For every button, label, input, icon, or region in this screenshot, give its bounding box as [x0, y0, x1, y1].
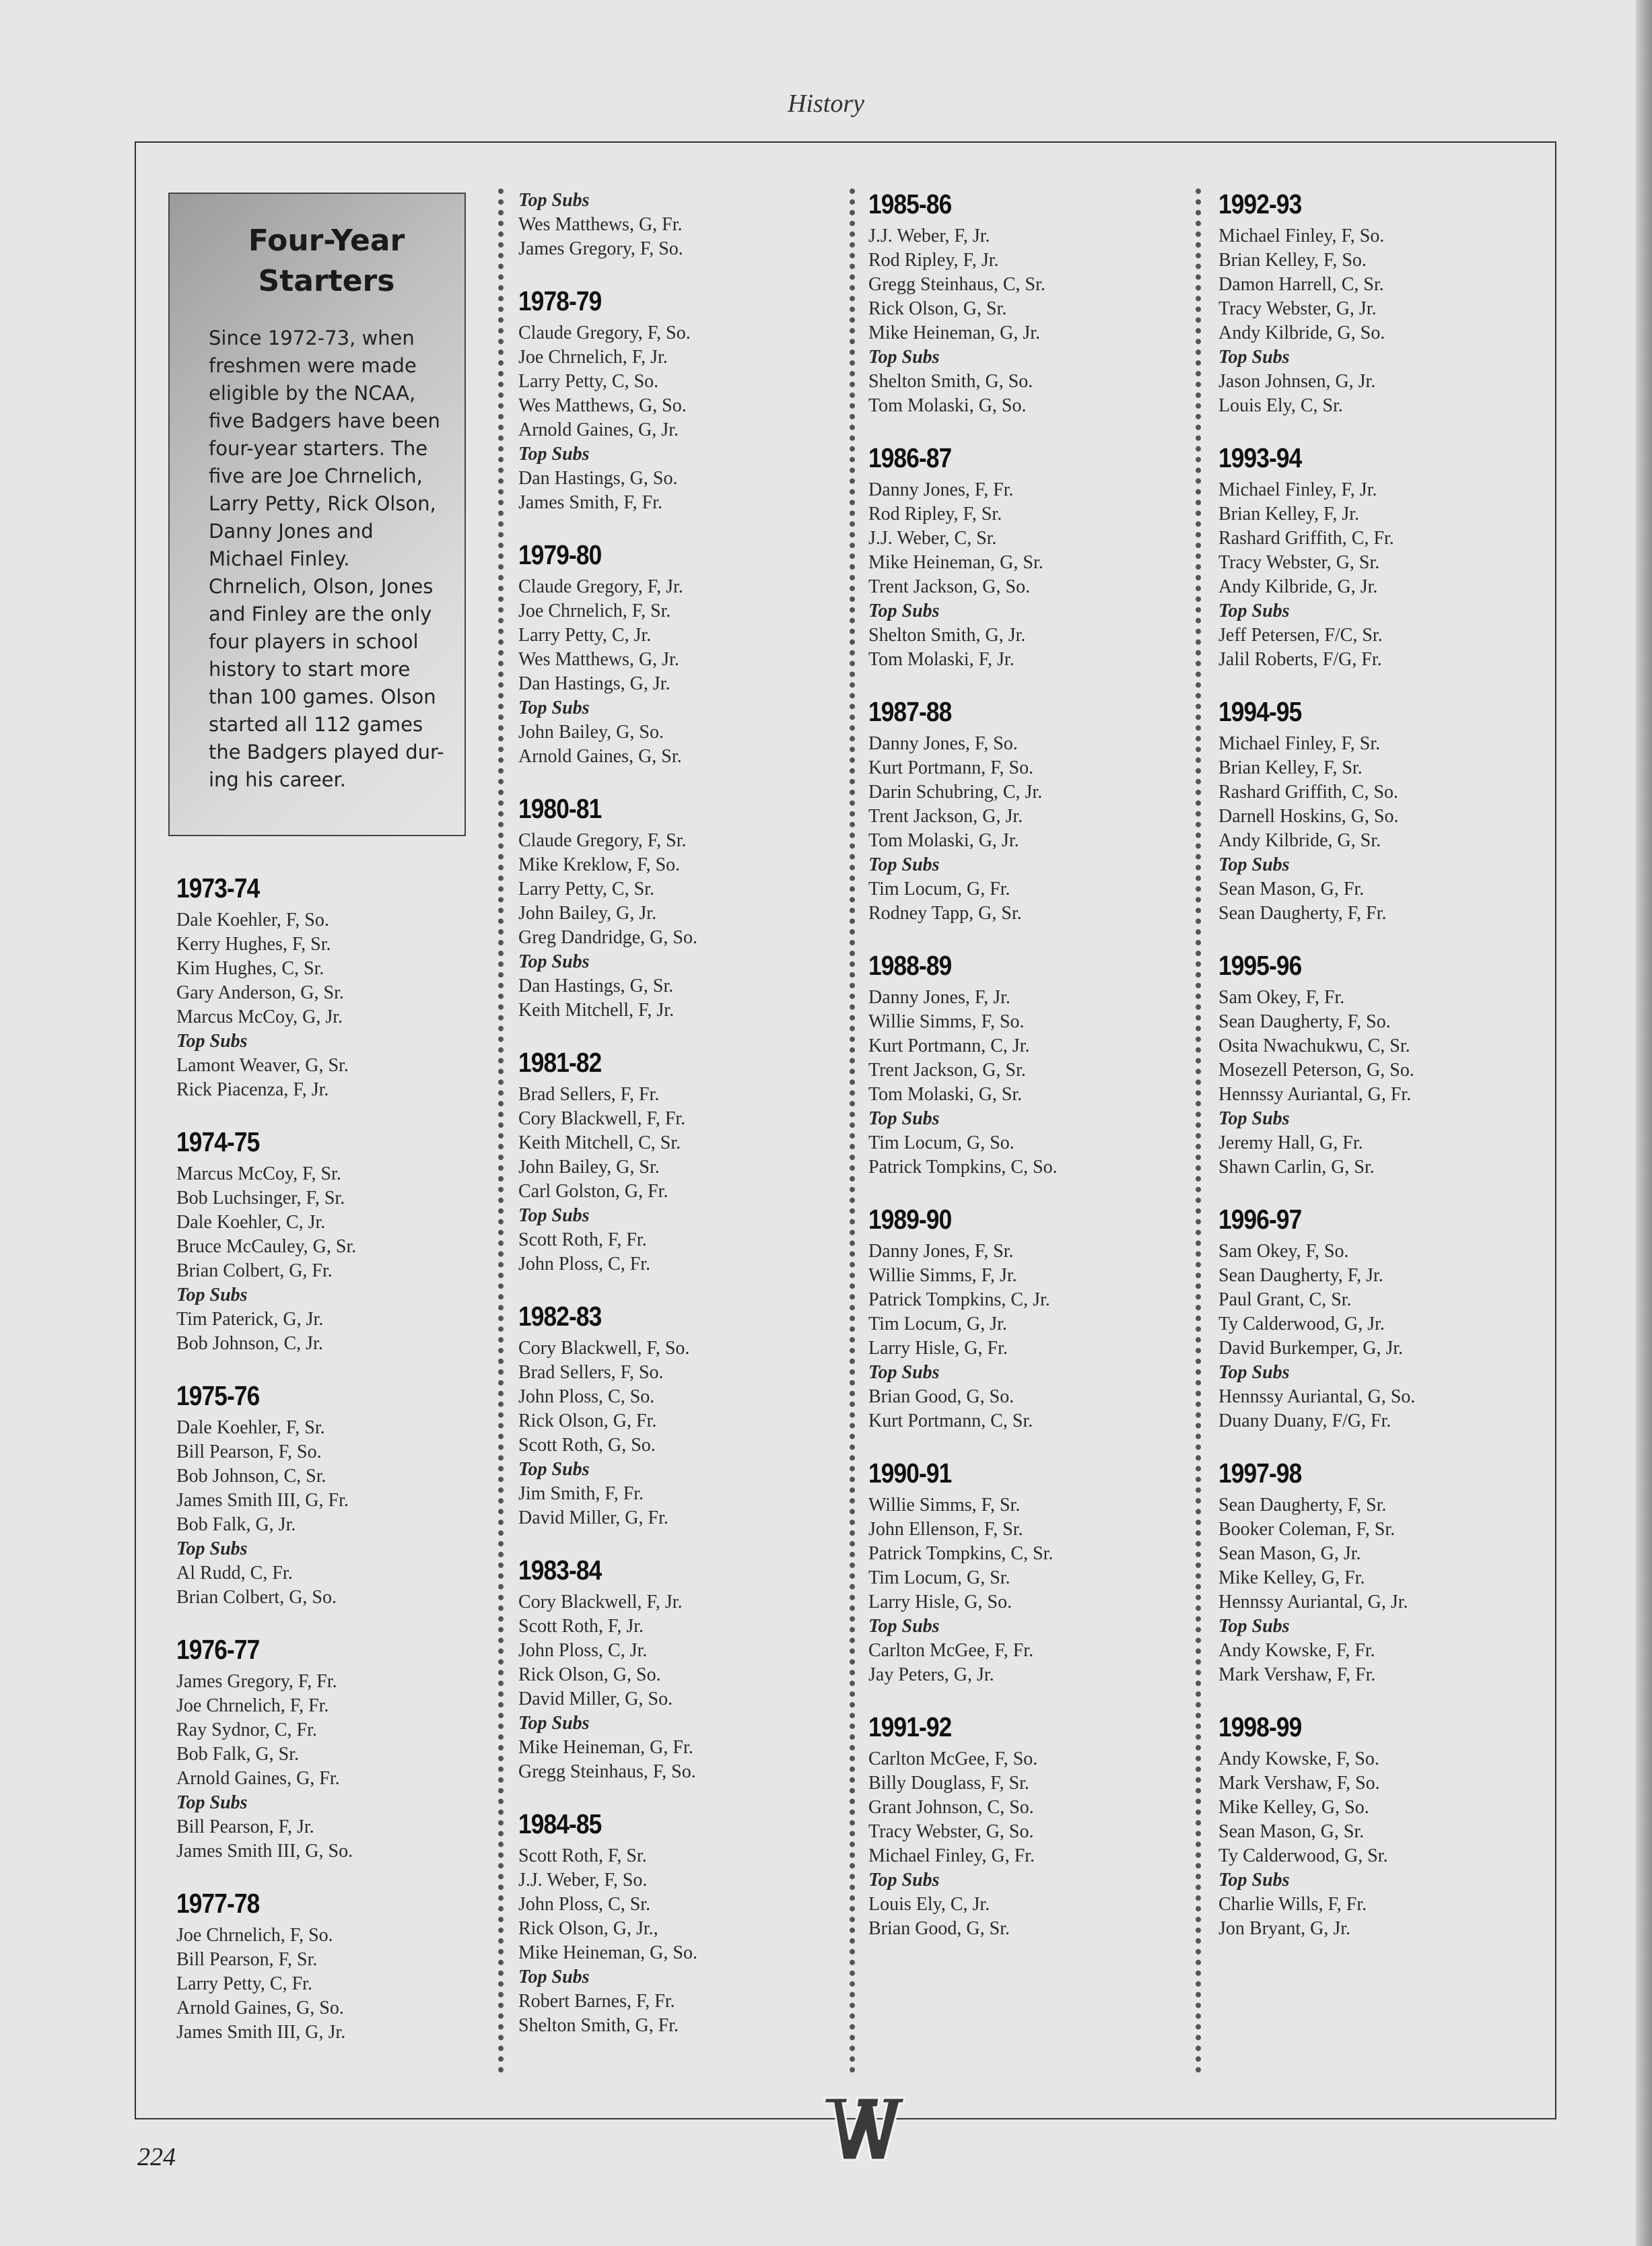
season-year: 1978-79 [518, 285, 602, 316]
starter-entry: Wes Matthews, G, So. [518, 395, 687, 416]
dotted-divider [1196, 189, 1201, 2074]
starter-entry: Joe Chrnelich, F, So. [176, 1925, 333, 1946]
starter-entry: Bob Luchsinger, F, Sr. [176, 1188, 345, 1209]
season-block [868, 189, 1205, 418]
starter-entry: Rod Ripley, F, Jr. [868, 250, 999, 271]
season-block [868, 1458, 1205, 1687]
starter-entry: Andy Kilbride, G, So. [1218, 322, 1385, 343]
top-sub-entry: Andy Kowske, F, Fr. [1218, 1640, 1375, 1661]
top-subs-label: Top Subs [1218, 347, 1290, 368]
starter-entry: Rick Olson, G, Sr. [868, 298, 1007, 319]
top-subs-label: Top Subs [868, 1108, 940, 1129]
starter-entry: Danny Jones, F, Sr. [868, 1241, 1014, 1262]
starter-entry: Arnold Gaines, G, Fr. [176, 1768, 340, 1789]
top-subs-label: Top Subs [868, 601, 940, 621]
season-year: 1992-93 [1218, 189, 1302, 219]
starter-entry: Rashard Griffith, C, So. [1218, 782, 1399, 803]
starter-entry: Willie Simms, F, Jr. [868, 1265, 1017, 1286]
starter-entry: Cory Blackwell, F, Jr. [518, 1592, 683, 1612]
starter-entry: Tim Locum, G, Sr. [868, 1567, 1010, 1588]
column-1 [176, 873, 513, 2069]
starter-entry: Darnell Hoskins, G, So. [1218, 806, 1399, 827]
dotted-divider [850, 189, 855, 2074]
starter-entry: Carl Golston, G, Fr. [518, 1181, 668, 1202]
starter-entry: Mark Vershaw, F, So. [1218, 1773, 1380, 1794]
starter-entry: Bill Pearson, F, So. [176, 1441, 322, 1462]
top-sub-entry: Lamont Weaver, G, Sr. [176, 1055, 349, 1076]
starter-entry: Danny Jones, F, So. [868, 733, 1018, 754]
dotted-divider [498, 189, 504, 2074]
starter-entry: Tracy Webster, G, So. [868, 1821, 1034, 1842]
sidebar-title: Four-Year Starters [248, 224, 405, 298]
column-4 [1218, 189, 1555, 1965]
season-year: 1997-98 [1218, 1458, 1302, 1489]
top-sub-entry: James Smith, F, Fr. [518, 492, 663, 513]
top-sub-entry: John Ploss, C, Fr. [518, 1254, 651, 1274]
top-sub-entry: Louis Ely, C, Jr. [868, 1894, 990, 1915]
column-2 [518, 189, 855, 2062]
season-year: 1973-74 [176, 873, 260, 904]
top-subs-label: Top Subs [868, 1870, 940, 1891]
starter-entry: Grant Johnson, C, So. [868, 1797, 1034, 1818]
season-block [868, 1204, 1205, 1433]
season-block [1218, 1204, 1555, 1433]
season-block [518, 1808, 855, 2038]
starter-entry: David Miller, G, So. [518, 1689, 673, 1709]
season-year: 1974-75 [176, 1126, 260, 1157]
season-block [176, 873, 513, 1102]
starter-entry: Scott Roth, G, So. [518, 1435, 656, 1456]
starter-entry: Trent Jackson, G, So. [868, 576, 1031, 597]
page-number: 224 [137, 2143, 176, 2171]
season-year: 1986-87 [868, 442, 952, 473]
starter-entry: Paul Grant, C, Sr. [1218, 1289, 1352, 1310]
starter-entry: Ray Sydnor, C, Fr. [176, 1720, 317, 1740]
starter-entry: Sean Mason, G, Jr. [1218, 1543, 1361, 1564]
starter-entry: Joe Chrnelich, F, Sr. [518, 601, 671, 621]
top-sub-entry: Louis Ely, C, Sr. [1218, 395, 1343, 416]
top-subs-label: Top Subs [518, 1967, 590, 1987]
starter-entry: Greg Dandridge, G, So. [518, 927, 697, 948]
season-block [176, 1380, 513, 1610]
starter-entry: John Ploss, C, So. [518, 1386, 655, 1407]
starter-entry: Brian Kelley, F, Sr. [1218, 757, 1363, 778]
season-block [868, 442, 1205, 672]
top-subs-label: Top Subs [518, 444, 590, 465]
season-year: 1977-78 [176, 1888, 260, 1919]
top-sub-entry: John Bailey, G, So. [518, 722, 664, 743]
starter-entry: Claude Gregory, F, Jr. [518, 576, 683, 597]
top-sub-entry: Bob Johnson, C, Jr. [176, 1333, 323, 1354]
season-block [518, 1301, 855, 1530]
starter-entry: Brad Sellers, F, So. [518, 1362, 664, 1383]
top-subs-label: Top Subs [518, 697, 590, 718]
starter-entry: Patrick Tompkins, C, Jr. [868, 1289, 1050, 1310]
top-subs-label: Top Subs [518, 1205, 590, 1226]
season-year: 1998-99 [1218, 1711, 1302, 1742]
top-sub-entry: Carlton McGee, F, Fr. [868, 1640, 1034, 1661]
starter-entry: Rod Ripley, F, Sr. [868, 504, 1002, 524]
starter-entry: Andy Kowske, F, So. [1218, 1748, 1379, 1769]
season-year: 1979-80 [518, 539, 602, 570]
top-subs-label: Top Subs [1218, 1870, 1290, 1891]
starter-entry: Larry Hisle, G, So. [868, 1592, 1012, 1612]
top-subs-label: Top Subs [176, 1031, 248, 1052]
starter-entry: Bob Falk, G, Jr. [176, 1514, 296, 1535]
starter-entry: Mike Heineman, G, Jr. [868, 322, 1041, 343]
starter-entry: J.J. Weber, F, Jr. [868, 226, 990, 246]
starter-entry: Larry Petty, C, Jr. [518, 625, 652, 646]
starter-entry: Trent Jackson, G, Sr. [868, 1060, 1026, 1081]
running-head: History [788, 90, 864, 118]
top-sub-entry: Al Rudd, C, Fr. [176, 1563, 293, 1584]
starter-entry: Gary Anderson, G, Sr. [176, 982, 344, 1003]
starter-entry: Andy Kilbride, G, Jr. [1218, 576, 1378, 597]
top-sub-entry: Wes Matthews, G, Fr. [518, 214, 683, 235]
starter-entry: Mike Kelley, G, Fr. [1218, 1567, 1365, 1588]
starter-entry: Brian Colbert, G, Fr. [176, 1260, 333, 1281]
season-year: 1994-95 [1218, 696, 1302, 727]
starter-entry: Kurt Portmann, C, Jr. [868, 1035, 1030, 1056]
starter-entry: Willie Simms, F, So. [868, 1011, 1025, 1032]
top-subs-label: Top Subs [1218, 1616, 1290, 1637]
season-block [1218, 189, 1555, 418]
season-year: 1982-83 [518, 1301, 602, 1332]
starter-entry: Trent Jackson, G, Jr. [868, 806, 1023, 827]
starter-entry: Carlton McGee, F, So. [868, 1748, 1038, 1769]
season-year: 1988-89 [868, 950, 952, 981]
season-year: 1987-88 [868, 696, 952, 727]
starter-entry: Tracy Webster, G, Jr. [1218, 298, 1377, 319]
starter-entry: Cory Blackwell, F, So. [518, 1338, 690, 1359]
starter-entry: Dan Hastings, G, Jr. [518, 673, 670, 694]
top-sub-entry: James Smith III, G, So. [176, 1841, 353, 1862]
starter-entry: Michael Finley, F, Sr. [1218, 733, 1381, 754]
starter-entry: Brad Sellers, F, Fr. [518, 1084, 660, 1105]
top-subs-label: Top Subs [1218, 1108, 1290, 1129]
starter-entry: Bruce McCauley, G, Sr. [176, 1236, 357, 1257]
top-subs-label: Top Subs [868, 347, 940, 368]
top-subs-label: Top Subs [518, 1459, 590, 1480]
starter-entry: Andy Kilbride, G, Sr. [1218, 830, 1381, 851]
top-sub-entry: Jason Johnsen, G, Jr. [1218, 371, 1376, 392]
top-sub-entry: Tim Locum, G, Fr. [868, 879, 1010, 899]
starter-entry: Marcus McCoy, F, Sr. [176, 1163, 341, 1184]
top-sub-entry: Robert Barnes, F, Fr. [518, 1991, 675, 2012]
starter-entry: James Gregory, F, Fr. [176, 1671, 337, 1692]
season-block [868, 696, 1205, 926]
starter-entry: Brian Kelley, F, So. [1218, 250, 1367, 271]
season-year: 1993-94 [1218, 442, 1302, 473]
top-subs-label: Top Subs [1218, 854, 1290, 875]
top-sub-entry: Shawn Carlin, G, Sr. [1218, 1157, 1375, 1178]
starter-entry: Ty Calderwood, G, Jr. [1218, 1314, 1385, 1334]
season-block [518, 285, 855, 515]
starter-entry: Michael Finley, F, So. [1218, 226, 1385, 246]
top-sub-entry: Mark Vershaw, F, Fr. [1218, 1664, 1376, 1685]
starter-entry: Tom Molaski, G, Jr. [868, 830, 1019, 851]
top-sub-entry: Tom Molaski, F, Jr. [868, 649, 1014, 670]
top-sub-entry: Kurt Portmann, C, Sr. [868, 1410, 1033, 1431]
season-block [518, 1555, 855, 1784]
season-block [518, 793, 855, 1023]
top-sub-entry: Shelton Smith, G, Jr. [868, 625, 1026, 646]
season-year: 1976-77 [176, 1634, 260, 1665]
starter-entry: John Bailey, G, Sr. [518, 1157, 660, 1178]
starter-entry: David Burkemper, G, Jr. [1218, 1338, 1404, 1359]
starter-entry: Mike Heineman, G, So. [518, 1942, 697, 1963]
top-sub-entry: Sean Daugherty, F, Fr. [1218, 903, 1387, 924]
top-subs-label: Top Subs [868, 1616, 940, 1637]
sidebar-text: Since 1972-73, when freshmen were made eligible by the NCAA, five Badgers have been four-year starters. The five are Joe Chrnelich, Larry Petty, Rick Olson, Danny Jones and Michael Finley. Chrnelich, Olson, Jones and Finley are the only four players in school history to start more than 100 games. Olson started all 112 games the Badgers played dur- ing his career. [209, 327, 444, 791]
top-sub-entry: David Miller, G, Fr. [518, 1507, 668, 1528]
starter-entry: John Ellenson, F, Sr. [868, 1519, 1023, 1540]
top-subs-label: Top Subs [518, 190, 590, 211]
season-year: 1985-86 [868, 189, 952, 219]
starter-entry: Brian Kelley, F, Jr. [1218, 504, 1360, 524]
starter-entry: John Bailey, G, Jr. [518, 903, 657, 924]
top-subs-label: Top Subs [518, 951, 590, 972]
season-block [1218, 1711, 1555, 1941]
starter-entry: Mosezell Peterson, G, So. [1218, 1060, 1414, 1081]
top-sub-entry: Jay Peters, G, Jr. [868, 1664, 994, 1685]
starter-entry: Sam Okey, F, So. [1218, 1241, 1349, 1262]
starter-entry: Claude Gregory, F, So. [518, 322, 691, 343]
starter-entry: Hennssy Auriantal, G, Jr. [1218, 1592, 1408, 1612]
top-sub-entry: Mike Heineman, G, Fr. [518, 1737, 693, 1758]
top-sub-entry: Rick Piacenza, F, Jr. [176, 1079, 329, 1100]
top-sub-entry: Keith Mitchell, F, Jr. [518, 1000, 675, 1021]
starter-entry: Patrick Tompkins, C, Sr. [868, 1543, 1054, 1564]
season-block [868, 1711, 1205, 1941]
season-year: 1980-81 [518, 793, 602, 824]
season-block [176, 1634, 513, 1864]
page-edge-shadow [1636, 0, 1652, 2246]
season-block [176, 1126, 513, 1356]
top-sub-entry: Scott Roth, F, Fr. [518, 1229, 647, 1250]
starter-entry: James Smith III, G, Jr. [176, 2022, 346, 2043]
starter-entry: Danny Jones, F, Jr. [868, 987, 1010, 1008]
season-year: 1989-90 [868, 1204, 952, 1235]
four-year-starters-sidebar [168, 193, 466, 836]
top-sub-entry: Arnold Gaines, G, Sr. [518, 746, 682, 767]
starter-entry: Danny Jones, F, Fr. [868, 479, 1014, 500]
starter-entry: James Smith III, G, Fr. [176, 1490, 349, 1511]
top-sub-entry: Gregg Steinhaus, F, So. [518, 1761, 696, 1782]
starter-entry: Ty Calderwood, G, Sr. [1218, 1845, 1388, 1866]
season-year: 1996-97 [1218, 1204, 1302, 1235]
starter-entry: J.J. Weber, C, Sr. [868, 528, 997, 549]
top-subs-label: Top Subs [868, 1362, 940, 1383]
starter-entry: Michael Finley, F, Jr. [1218, 479, 1377, 500]
season-block [1218, 950, 1555, 1180]
top-sub-entry: Charlie Wills, F, Fr. [1218, 1894, 1367, 1915]
starter-entry: Booker Coleman, F, Sr. [1218, 1519, 1396, 1540]
top-sub-entry: Dan Hastings, G, Sr. [518, 976, 674, 996]
season-block [1218, 442, 1555, 672]
top-subs-label: Top Subs [176, 1285, 248, 1305]
starter-entry: Sean Daugherty, F, Sr. [1218, 1495, 1387, 1516]
starter-entry: Sean Daugherty, F, So. [1218, 1011, 1391, 1032]
column-3 [868, 189, 1205, 1965]
starter-entry: Joe Chrnelich, F, Jr. [518, 347, 668, 368]
starter-entry: Michael Finley, G, Fr. [868, 1845, 1035, 1866]
starter-entry: Tracy Webster, G, Sr. [1218, 552, 1380, 573]
starter-entry: Arnold Gaines, G, So. [176, 1998, 344, 2018]
starter-entry: John Ploss, C, Sr. [518, 1894, 651, 1915]
starter-entry: Rick Olson, G, Fr. [518, 1410, 657, 1431]
starter-entry: Claude Gregory, F, Sr. [518, 830, 687, 851]
starter-entry: Keith Mitchell, C, Sr. [518, 1132, 681, 1153]
starter-entry: Mike Kelley, G, So. [1218, 1797, 1369, 1818]
starter-entry: Rick Olson, G, Jr., [518, 1918, 658, 1939]
starter-entry: Dale Koehler, C, Jr. [176, 1212, 326, 1233]
starter-entry: Kurt Portmann, F, So. [868, 757, 1034, 778]
starter-entry: Larry Petty, C, Sr. [518, 879, 654, 899]
starter-entry: Marcus McCoy, G, Jr. [176, 1007, 343, 1027]
season-year: 1991-92 [868, 1711, 952, 1742]
season-block [518, 189, 855, 261]
season-block [176, 1888, 513, 2045]
top-sub-entry: Rodney Tapp, G, Sr. [868, 903, 1022, 924]
starter-entry: Tim Locum, G, Jr. [868, 1314, 1007, 1334]
starter-entry: Mike Heineman, G, Sr. [868, 552, 1043, 573]
season-year: 1975-76 [176, 1380, 260, 1411]
top-subs-label: Top Subs [518, 1713, 590, 1734]
top-sub-entry: James Gregory, F, So. [518, 238, 683, 259]
motion-w-logo-icon [820, 2092, 907, 2167]
starter-entry: Bill Pearson, F, Sr. [176, 1949, 318, 1970]
top-sub-entry: Tom Molaski, G, So. [868, 395, 1027, 416]
top-sub-entry: Jim Smith, F, Fr. [518, 1483, 644, 1504]
starter-entry: Rick Olson, G, So. [518, 1664, 661, 1685]
top-subs-label: Top Subs [1218, 601, 1290, 621]
top-sub-entry: Shelton Smith, G, So. [868, 371, 1033, 392]
top-sub-entry: Jon Bryant, G, Jr. [1218, 1918, 1350, 1939]
season-year: 1981-82 [518, 1047, 602, 1078]
starter-entry: Sean Daugherty, F, Jr. [1218, 1265, 1383, 1286]
top-sub-entry: Dan Hastings, G, So. [518, 468, 678, 489]
top-sub-entry: Jeff Petersen, F/C, Sr. [1218, 625, 1383, 646]
season-year: 1990-91 [868, 1458, 952, 1489]
starter-entry: Osita Nwachukwu, C, Sr. [1218, 1035, 1410, 1056]
season-block [518, 539, 855, 769]
starter-entry: Larry Petty, C, Fr. [176, 1973, 312, 1994]
top-subs-label: Top Subs [1218, 1362, 1290, 1383]
starter-entry: Dale Koehler, F, Sr. [176, 1417, 325, 1438]
top-sub-entry: Jalil Roberts, F/G, Fr. [1218, 649, 1382, 670]
season-block [868, 950, 1205, 1180]
starter-entry: J.J. Weber, F, So. [518, 1870, 648, 1891]
starter-entry: Bob Falk, G, Sr. [176, 1744, 300, 1765]
starter-entry: Mike Kreklow, F, So. [518, 854, 681, 875]
starter-entry: Rashard Griffith, C, Fr. [1218, 528, 1394, 549]
top-subs-label: Top Subs [176, 1538, 248, 1559]
season-year: 1984-85 [518, 1808, 602, 1839]
top-sub-entry: Brian Colbert, G, So. [176, 1587, 337, 1608]
season-block [1218, 696, 1555, 926]
top-subs-label: Top Subs [868, 854, 940, 875]
starter-entry: Damon Harrell, C, Sr. [1218, 274, 1384, 295]
starter-entry: Hennssy Auriantal, G, Fr. [1218, 1084, 1412, 1105]
season-block [518, 1047, 855, 1277]
top-sub-entry: Jeremy Hall, G, Fr. [1218, 1132, 1363, 1153]
top-sub-entry: Tim Locum, G, So. [868, 1132, 1014, 1153]
starter-entry: Bob Johnson, C, Sr. [176, 1466, 326, 1487]
starter-entry: Scott Roth, F, Jr. [518, 1616, 644, 1637]
top-sub-entry: Bill Pearson, F, Jr. [176, 1816, 314, 1837]
top-subs-label: Top Subs [176, 1792, 248, 1813]
starter-entry: Scott Roth, F, Sr. [518, 1845, 647, 1866]
starter-entry: Arnold Gaines, G, Jr. [518, 419, 679, 440]
starter-entry: Kerry Hughes, F, Sr. [176, 934, 331, 955]
starter-entry: Cory Blackwell, F, Fr. [518, 1108, 686, 1129]
season-year: 1995-96 [1218, 950, 1302, 981]
top-sub-entry: Brian Good, G, So. [868, 1386, 1014, 1407]
top-sub-entry: Duany Duany, F/G, Fr. [1218, 1410, 1391, 1431]
starter-entry: Sam Okey, F, Fr. [1218, 987, 1345, 1008]
top-sub-entry: Patrick Tompkins, C, So. [868, 1157, 1058, 1178]
starter-entry: Larry Hisle, G, Fr. [868, 1338, 1008, 1359]
season-block [1218, 1458, 1555, 1687]
starter-entry: Billy Douglass, F, Sr. [868, 1773, 1029, 1794]
starter-entry: Joe Chrnelich, F, Fr. [176, 1695, 329, 1716]
season-year: 1983-84 [518, 1555, 602, 1586]
top-sub-entry: Hennssy Auriantal, G, So. [1218, 1386, 1416, 1407]
top-sub-entry: Brian Good, G, Sr. [868, 1918, 1010, 1939]
starter-entry: John Ploss, C, Jr. [518, 1640, 648, 1661]
top-sub-entry: Tim Paterick, G, Jr. [176, 1309, 324, 1330]
starter-entry: Wes Matthews, G, Jr. [518, 649, 679, 670]
top-sub-entry: Sean Mason, G, Fr. [1218, 879, 1365, 899]
starter-entry: Sean Mason, G, Sr. [1218, 1821, 1365, 1842]
top-sub-entry: Shelton Smith, G, Fr. [518, 2015, 679, 2036]
starter-entry: Dale Koehler, F, So. [176, 910, 329, 930]
starter-entry: Gregg Steinhaus, C, Sr. [868, 274, 1045, 295]
starter-entry: Tom Molaski, G, Sr. [868, 1084, 1023, 1105]
starter-entry: Darin Schubring, C, Jr. [868, 782, 1043, 803]
starter-entry: Larry Petty, C, So. [518, 371, 659, 392]
starter-entry: Kim Hughes, C, Sr. [176, 958, 324, 979]
starter-entry: Willie Simms, F, Sr. [868, 1495, 1021, 1516]
